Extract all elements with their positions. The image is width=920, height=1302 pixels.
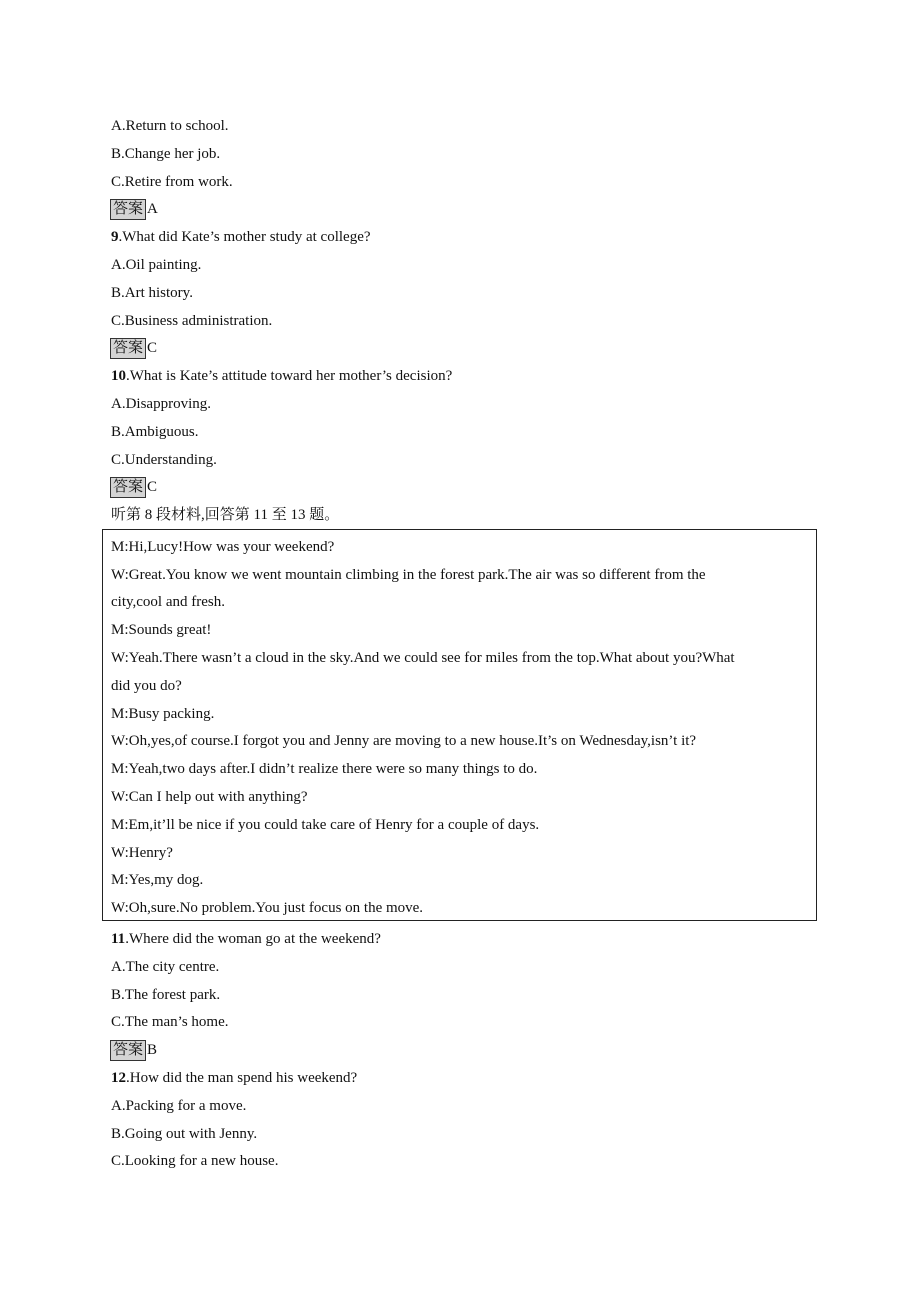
q11-option-c: C.The man’s home. [111,1014,229,1030]
q12-option-c: C.Looking for a new house. [111,1153,279,1169]
transcript-line: M:Em,it’ll be nice if you could take care of Henry for a couple of days. [111,817,540,833]
q12-question [111,1068,357,1088]
question-number: 12 [111,1070,126,1086]
q10-option-c: C.Understanding. [111,452,217,468]
answer-label: 答案 [110,199,146,220]
transcript-line: W:Great.You know we went mountain climbing in the forest park.The air was so different from the [111,567,706,583]
q11-option-b: B.The forest park. [111,987,221,1003]
q11-answer [111,1040,157,1060]
section-intro: 听第 8 段材料,回答第 11 至 13 题。 [111,507,340,523]
q8-option-b: B.Change her job. [111,146,221,162]
answer-value: C [147,340,158,356]
transcript-line: M:Yes,my dog. [111,872,204,888]
q10-question [111,366,452,386]
question-number: 11 [111,931,126,947]
transcript-line: did you do? [111,678,182,694]
answer-value: A [147,201,158,217]
q9-option-c: C.Business administration. [111,313,273,329]
transcript-line: W:Oh,yes,of course.I forgot you and Jenny are moving to a new house.It’s on Wednesday,isn’t it? [111,733,697,749]
question-number: 10 [111,368,126,384]
q8-option-a: A.Return to school. [111,118,229,134]
question-number: 9 [111,229,119,245]
transcript-line: W:Henry? [111,845,173,861]
q8-answer [111,199,158,219]
question-text: .What is Kate’s attitude toward her mother’s decision? [126,368,453,384]
q9-answer [111,338,157,358]
question-text: .Where did the woman go at the weekend? [125,931,381,947]
q8-option-c: C.Retire from work. [111,174,233,190]
transcript-line: city,cool and fresh. [111,594,225,610]
transcript-line: M:Sounds great! [111,622,212,638]
q10-answer [111,477,157,497]
q10-option-b: B.Ambiguous. [111,424,199,440]
q12-option-b: B.Going out with Jenny. [111,1126,258,1142]
answer-value: C [147,479,158,495]
answer-value: B [147,1042,158,1058]
q10-option-a: A.Disapproving. [111,396,211,412]
q11-question [111,929,381,949]
transcript-box [102,529,817,921]
answer-label: 答案 [110,1040,146,1061]
answer-label: 答案 [110,477,146,498]
transcript-line: M:Busy packing. [111,706,215,722]
transcript-line: M:Yeah,two days after.I didn’t realize there were so many things to do. [111,761,538,777]
question-text: .How did the man spend his weekend? [126,1070,358,1086]
q9-question [111,227,371,247]
q9-option-b: B.Art history. [111,285,193,301]
q11-option-a: A.The city centre. [111,959,220,975]
transcript-line: M:Hi,Lucy!How was your weekend? [111,539,335,555]
transcript-line: W:Yeah.There wasn’t a cloud in the sky.And we could see for miles from the top.What about you?What [111,650,735,666]
answer-label: 答案 [110,338,146,359]
q9-option-a: A.Oil painting. [111,257,202,273]
question-text: .What did Kate’s mother study at college? [118,229,371,245]
q12-option-a: A.Packing for a move. [111,1098,247,1114]
transcript-line: W:Can I help out with anything? [111,789,308,805]
transcript-line: W:Oh,sure.No problem.You just focus on the move. [111,900,424,916]
